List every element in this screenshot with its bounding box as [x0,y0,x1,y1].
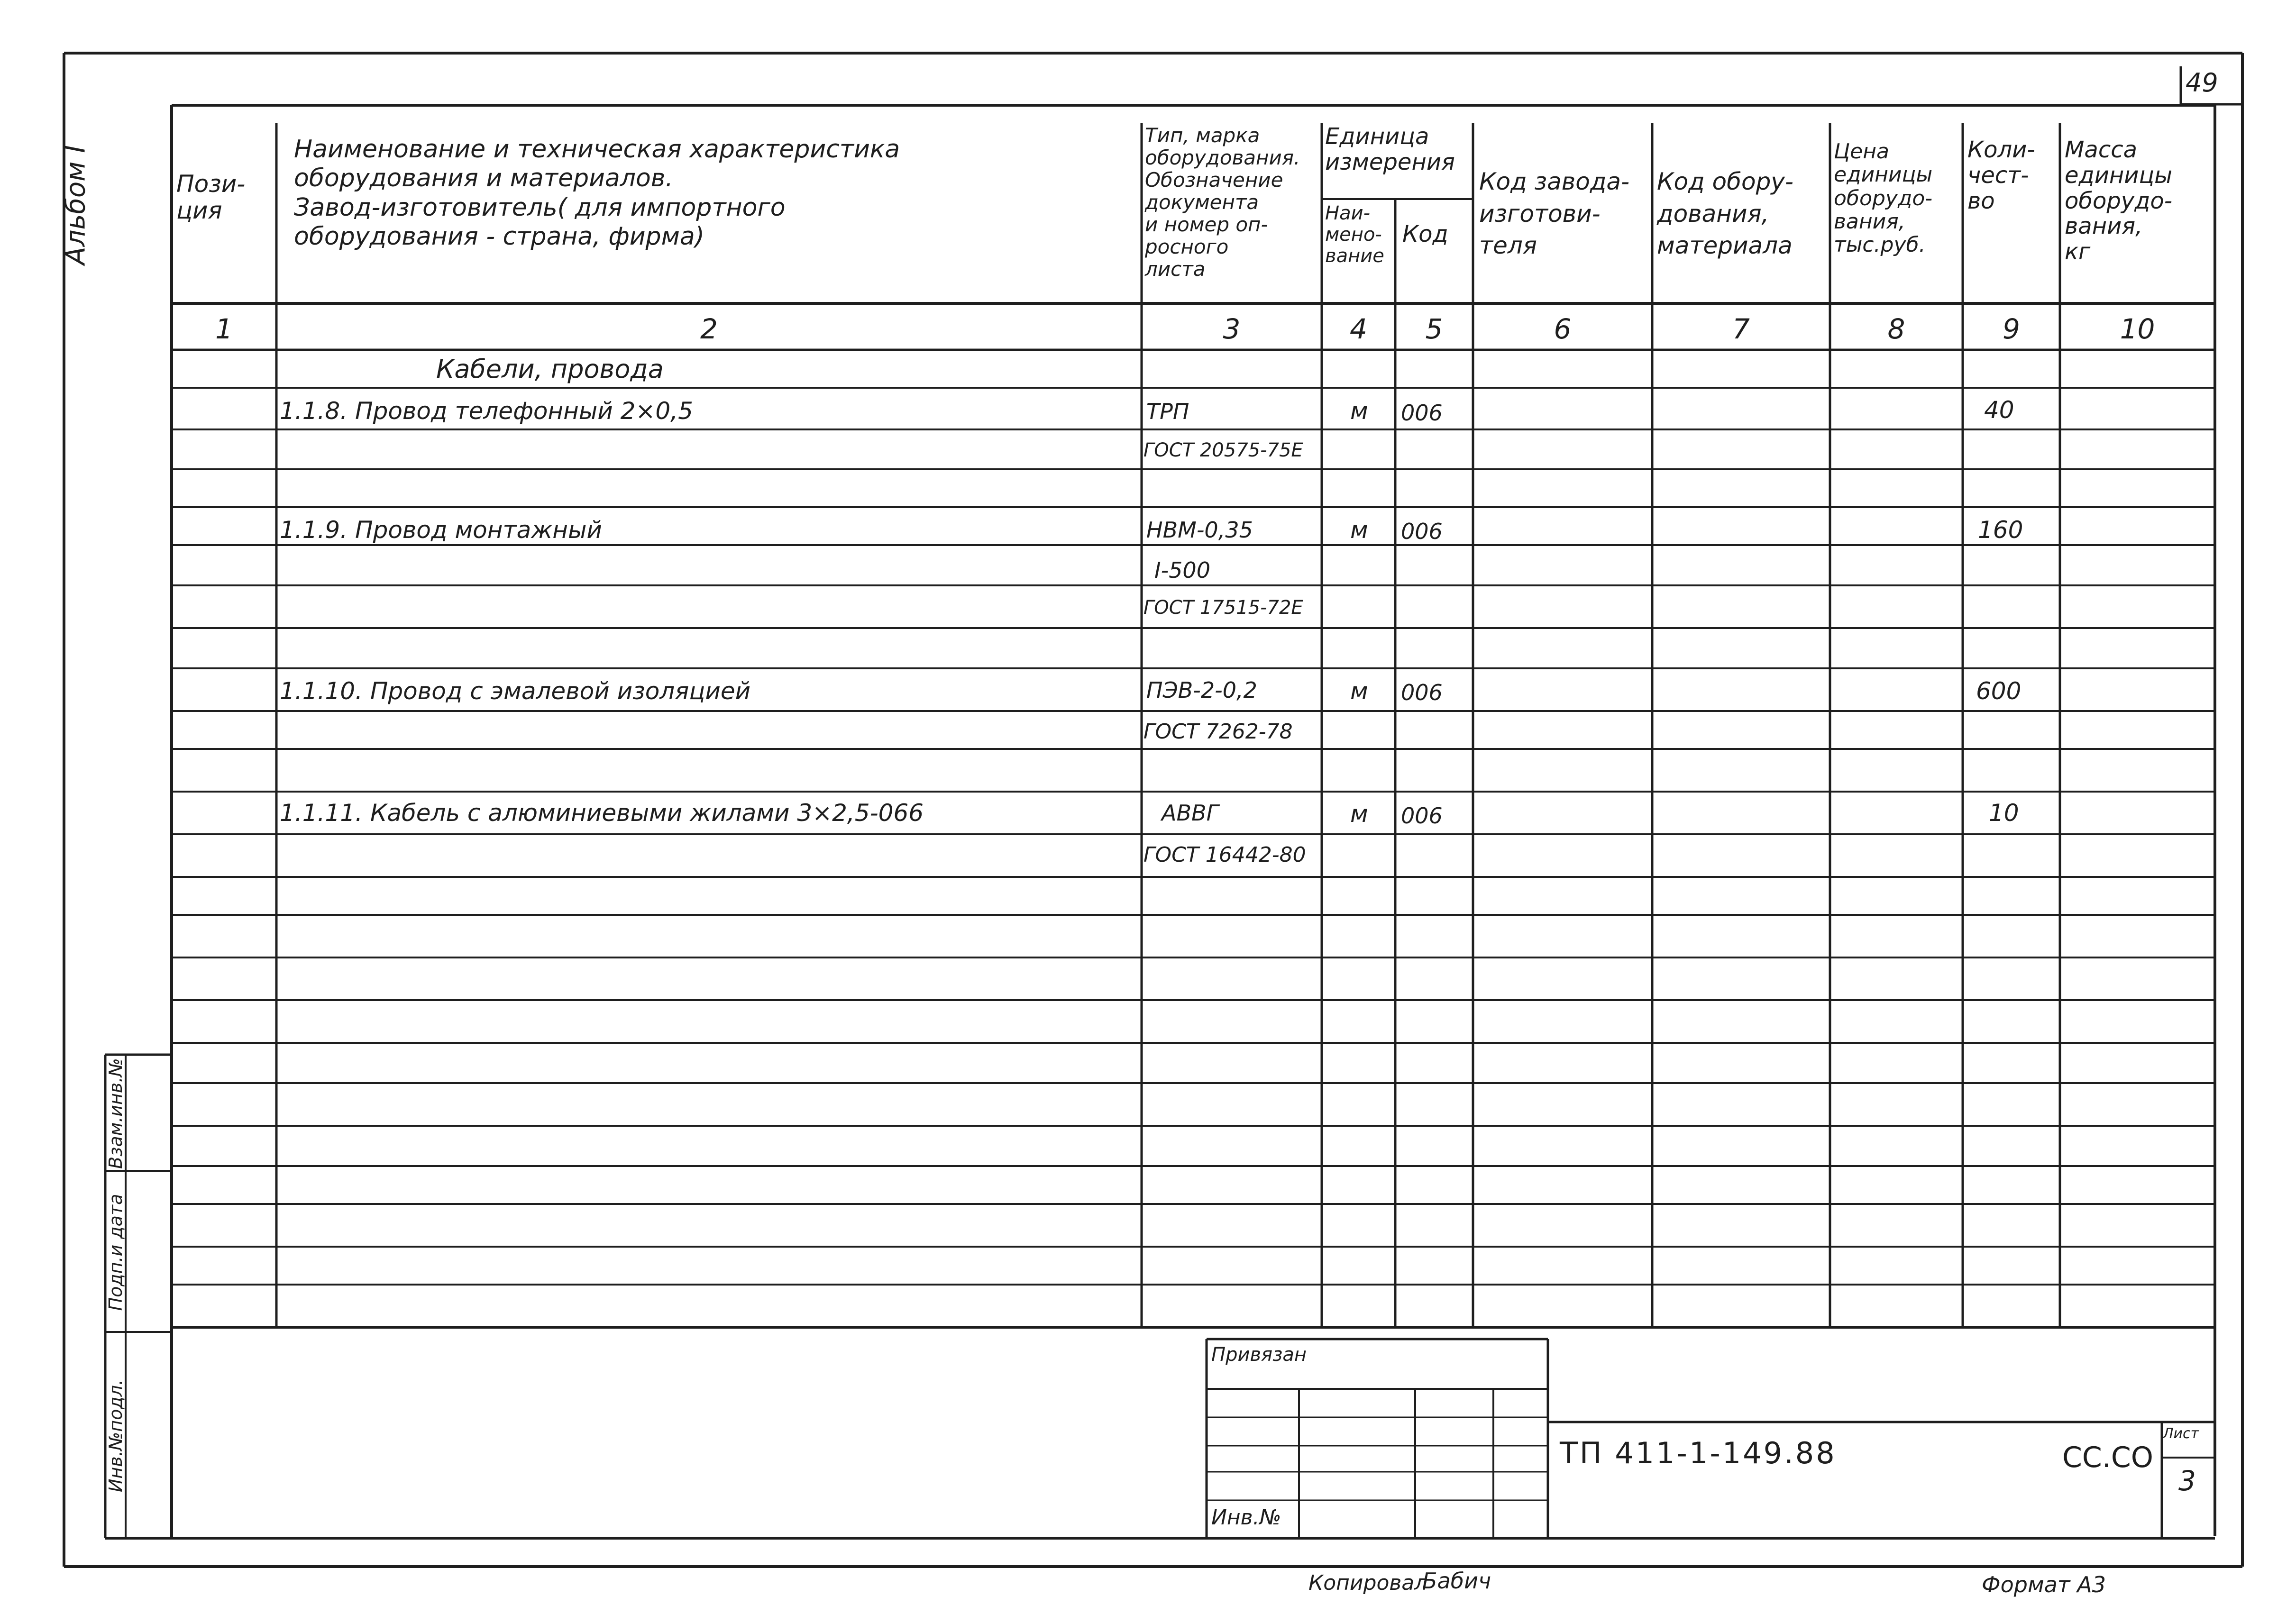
item-name: 1.1.11. Кабель с алюминиевыми жилами 3×2,5-066 [280,799,924,827]
stamp-designation: ТП 411-1-149.88 [1560,1436,1837,1470]
item-code: 006 [1401,400,1443,426]
item-type: АВВГ [1162,800,1219,826]
item-type: ГОСТ 7262-78 [1143,720,1293,744]
header-name: Наименование и техническая характеристика оборудования и материалов. Завод-изготовитель( для импортного оборудования - страна, фирма) [294,135,900,251]
footer-copied: Копировал [1308,1571,1428,1595]
item-name: 1.1.9. Провод монтажный [280,516,602,544]
margin-replace-inv: Взам.инв.№ [105,1058,126,1169]
column-number: 10 [2120,313,2155,345]
header-unit-code: Код [1402,221,1448,247]
column-number: 9 [2003,313,2020,345]
margin-inv-orig: Инв.№подл. [105,1379,126,1493]
item-unit: м [1350,516,1368,544]
column-number: 6 [1554,313,1572,345]
header-price: Цена единицы оборудо- вания, тыс.руб. [1834,139,1933,257]
item-quantity: 10 [1989,799,2019,827]
item-code: 006 [1401,680,1443,705]
column-number: 2 [700,313,718,345]
header-unit-name: Наи- мено- вание [1325,202,1384,267]
item-type: I-500 [1154,557,1210,583]
column-number: 1 [215,313,233,345]
header-position: Пози- ция [176,170,246,224]
item-type: ГОСТ 20575-75Е [1143,439,1303,461]
album-label: Альбом I [60,145,91,265]
item-type: НВМ-0,35 [1146,517,1253,543]
item-name: 1.1.10. Провод с эмалевой изоляцией [280,677,751,705]
column-number: 3 [1223,313,1241,345]
item-name: 1.1.8. Провод телефонный 2×0,5 [280,397,693,425]
header-mass: Масса единицы оборудо- вания, кг [2065,137,2173,265]
column-number: 7 [1732,313,1750,345]
stamp-doc-code: СС.СО [2062,1441,2153,1474]
stamp-list-label: Лист [2163,1425,2199,1442]
section-title: Кабели, провода [436,354,664,384]
item-unit: м [1350,800,1368,828]
item-type: ГОСТ 16442-80 [1143,843,1306,867]
header-factory-code: Код завода- изготови- теля [1479,168,1630,259]
item-quantity: 600 [1976,677,2022,705]
margin-sign-date: Подп.и дата [105,1194,126,1311]
footer-format: Формат А3 [1982,1572,2106,1597]
header-equipment-code: Код обору- дования, материала [1657,168,1793,259]
sheet-number: 49 [2186,68,2218,98]
header-unit-group: Единица измерения [1325,123,1455,175]
item-unit: м [1350,677,1368,705]
column-number: 5 [1425,313,1443,345]
item-quantity: 40 [1984,396,2014,424]
header-type: Тип, марка оборудования. Обозначение документа и номер оп- росного листа [1145,124,1300,281]
item-type: ГОСТ 17515-72Е [1143,597,1303,619]
item-code: 006 [1401,803,1443,829]
column-number: 8 [1887,313,1905,345]
stamp-list-number: 3 [2178,1465,2196,1497]
item-type: ТРП [1146,399,1189,424]
item-quantity: 160 [1978,516,2023,544]
stamp-inv-no: Инв.№ [1211,1505,1281,1530]
item-type: ПЭВ-2-0,2 [1146,677,1257,703]
stamp-privyazan: Привязан [1211,1344,1307,1366]
footer-copied-sign: Бабич [1422,1568,1491,1594]
column-number: 4 [1350,313,1367,345]
item-code: 006 [1401,519,1443,544]
header-quantity: Коли- чест- во [1967,137,2035,214]
item-unit: м [1350,397,1368,425]
